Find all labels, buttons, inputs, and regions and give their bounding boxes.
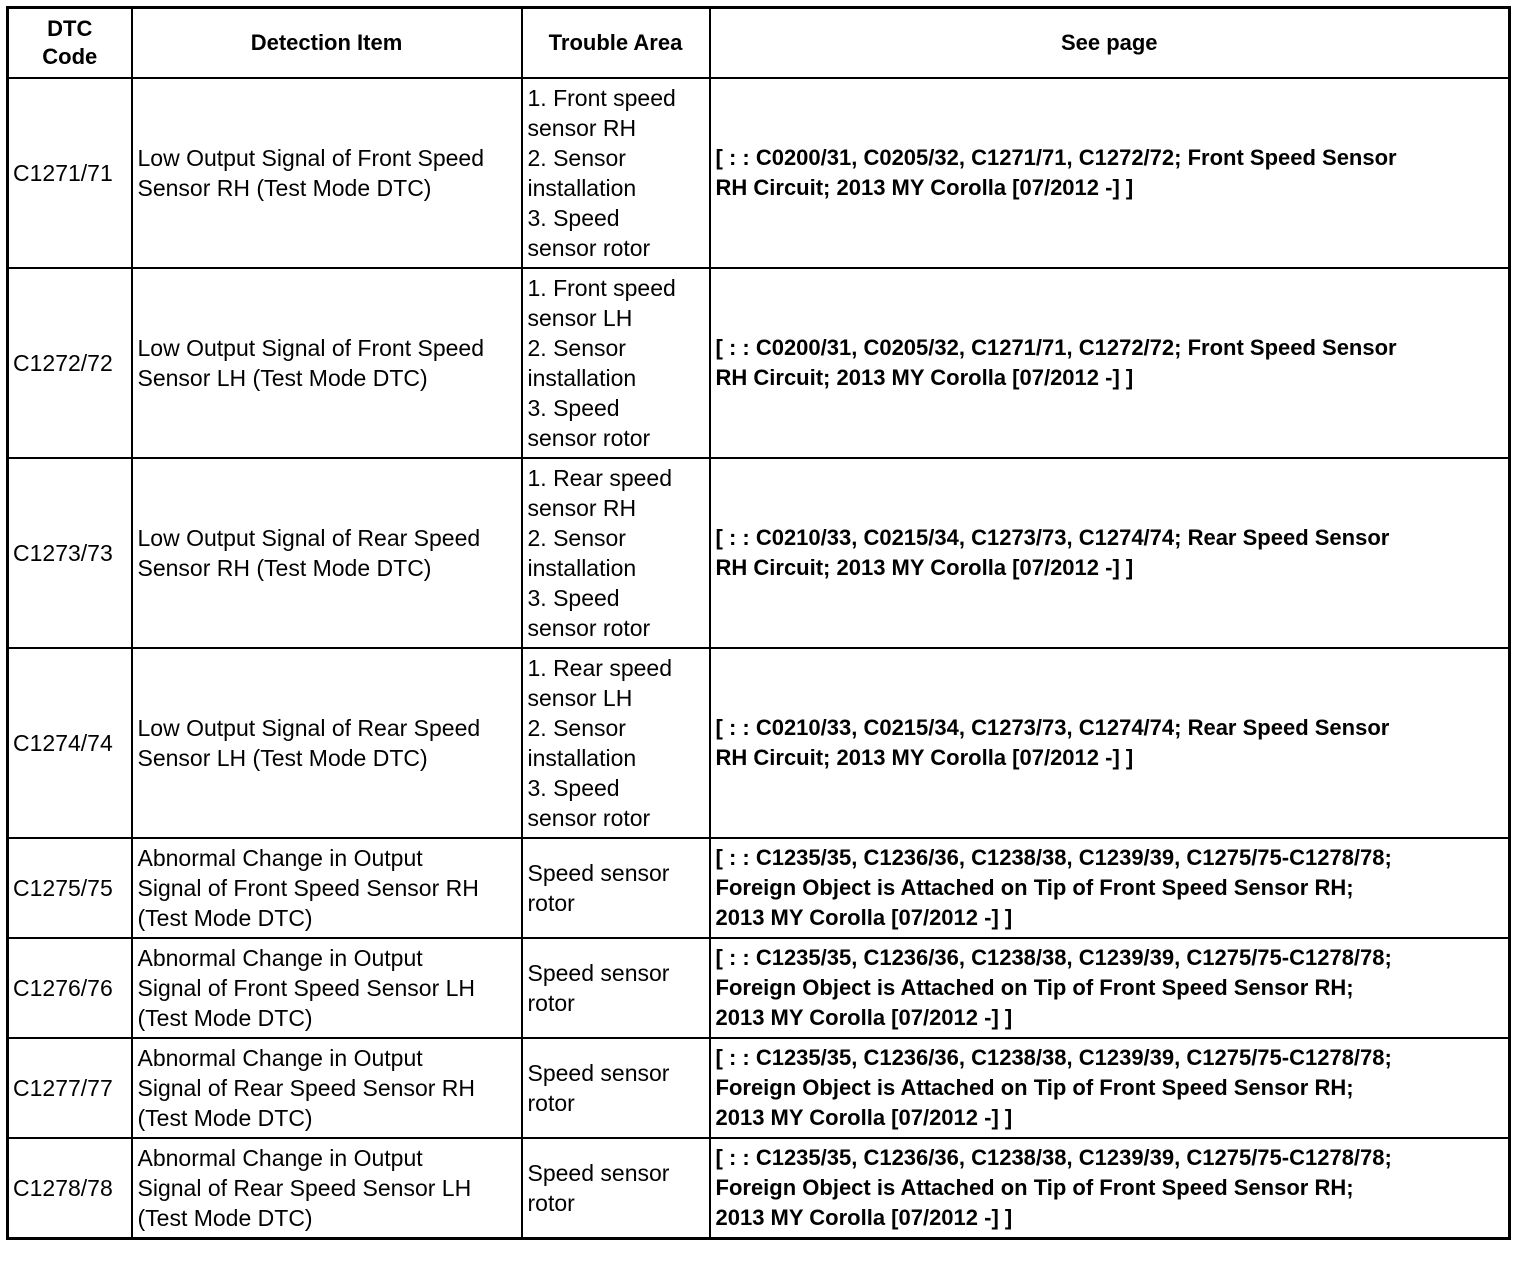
trouble-area-cell-line: installation (527, 555, 637, 581)
detection-item-cell (132, 838, 522, 938)
table-row (8, 1038, 1510, 1138)
table-body (8, 78, 1510, 1239)
see-page-cell-line: 2013 MY Corolla [07/2012 -] ] (715, 1205, 1013, 1230)
table-row (8, 838, 1510, 938)
see-page-cell-line: 2013 MY Corolla [07/2012 -] ] (715, 1105, 1013, 1130)
see-page-cell-line: Foreign Object is Attached on Tip of Front Speed Sensor RH; (715, 875, 1354, 900)
trouble-area-cell (522, 1038, 710, 1138)
trouble-area-cell-line: installation (527, 175, 637, 201)
detection-item-cell (132, 268, 522, 458)
detection-item-cell (132, 458, 522, 648)
header-detection-item: Detection Item (132, 8, 522, 79)
trouble-area-cell-line: 2. Sensor (527, 525, 626, 551)
detection-item-cell-line: Low Output Signal of Front Speed (137, 145, 484, 171)
detection-item-cell-line: Sensor LH (Test Mode DTC) (137, 745, 428, 771)
table-row (8, 268, 1510, 458)
trouble-area-cell-line: 2. Sensor (527, 715, 626, 741)
trouble-area-cell-line: rotor (527, 1190, 575, 1216)
header-row (8, 8, 1510, 79)
see-page-cell (710, 1138, 1510, 1239)
trouble-area-cell-line: Speed sensor (527, 960, 670, 986)
dtc-code-cell: C1273/73 (8, 458, 132, 648)
detection-item-cell-line: (Test Mode DTC) (137, 1105, 313, 1131)
detection-item-cell-line: Abnormal Change in Output (137, 845, 423, 871)
see-page-cell-line: [ : : C1235/35, C1236/36, C1238/38, C1239/39, C1275/75-C1278/78; (715, 1145, 1392, 1170)
detection-item-cell (132, 78, 522, 268)
see-page-cell (710, 838, 1510, 938)
trouble-area-cell-line: rotor (527, 890, 575, 916)
see-page-cell-line: Foreign Object is Attached on Tip of Front Speed Sensor RH; (715, 975, 1354, 1000)
trouble-area-cell (522, 838, 710, 938)
detection-item-cell-line: (Test Mode DTC) (137, 905, 313, 931)
detection-item-cell-line: Sensor LH (Test Mode DTC) (137, 365, 428, 391)
trouble-area-cell-line: sensor RH (527, 495, 637, 521)
see-page-cell-line: [ : : C0200/31, C0205/32, C1271/71, C1272/72; Front Speed Sensor (715, 145, 1397, 170)
see-page-cell-line: [ : : C1235/35, C1236/36, C1238/38, C1239/39, C1275/75-C1278/78; (715, 945, 1392, 970)
dtc-table (6, 6, 1511, 1240)
trouble-area-cell-line: 1. Front speed (527, 85, 676, 111)
dtc-code-cell: C1278/78 (8, 1138, 132, 1239)
trouble-area-cell (522, 78, 710, 268)
trouble-area-cell-line: Speed sensor (527, 860, 670, 886)
see-page-cell-line: RH Circuit; 2013 MY Corolla [07/2012 -] ] (715, 365, 1134, 390)
see-page-cell-line: RH Circuit; 2013 MY Corolla [07/2012 -] ] (715, 745, 1134, 770)
detection-item-cell-line: Signal of Rear Speed Sensor LH (137, 1175, 472, 1201)
header-dtc-code-line1: DTC (47, 16, 93, 41)
see-page-cell-line: [ : : C0200/31, C0205/32, C1271/71, C1272/72; Front Speed Sensor (715, 335, 1397, 360)
trouble-area-cell-line: 3. Speed (527, 395, 620, 421)
trouble-area-cell-line: 2. Sensor (527, 335, 626, 361)
see-page-cell-line: RH Circuit; 2013 MY Corolla [07/2012 -] ] (715, 175, 1134, 200)
see-page-cell (710, 78, 1510, 268)
header-trouble-area: Trouble Area (522, 8, 710, 79)
trouble-area-cell (522, 458, 710, 648)
trouble-area-cell-line: 1. Rear speed (527, 465, 672, 491)
trouble-area-cell-line: sensor rotor (527, 615, 651, 641)
detection-item-cell-line: Signal of Front Speed Sensor LH (137, 975, 476, 1001)
trouble-area-cell-line: 3. Speed (527, 585, 620, 611)
detection-item-cell-line: Signal of Front Speed Sensor RH (137, 875, 479, 901)
detection-item-cell-line: Sensor RH (Test Mode DTC) (137, 175, 432, 201)
trouble-area-cell-line: rotor (527, 1090, 575, 1116)
trouble-area-cell-line: installation (527, 365, 637, 391)
dtc-code-cell: C1274/74 (8, 648, 132, 838)
see-page-cell-line: 2013 MY Corolla [07/2012 -] ] (715, 905, 1013, 930)
dtc-code-cell: C1272/72 (8, 268, 132, 458)
table-row (8, 1138, 1510, 1239)
trouble-area-cell (522, 268, 710, 458)
header-see-page: See page (710, 8, 1510, 79)
trouble-area-cell-line: sensor LH (527, 305, 633, 331)
see-page-cell-line: [ : : C0210/33, C0215/34, C1273/73, C1274/74; Rear Speed Sensor (715, 715, 1390, 740)
table-row (8, 938, 1510, 1038)
trouble-area-cell-line: 1. Rear speed (527, 655, 672, 681)
see-page-cell (710, 648, 1510, 838)
dtc-code-cell: C1276/76 (8, 938, 132, 1038)
detection-item-cell-line: (Test Mode DTC) (137, 1205, 313, 1231)
see-page-cell (710, 938, 1510, 1038)
see-page-cell-line: [ : : C0210/33, C0215/34, C1273/73, C1274/74; Rear Speed Sensor (715, 525, 1390, 550)
trouble-area-cell (522, 1138, 710, 1239)
see-page-cell-line: [ : : C1235/35, C1236/36, C1238/38, C1239/39, C1275/75-C1278/78; (715, 1045, 1392, 1070)
detection-item-cell (132, 1038, 522, 1138)
trouble-area-cell-line: sensor RH (527, 115, 637, 141)
trouble-area-cell-line: sensor rotor (527, 425, 651, 451)
trouble-area-cell-line: rotor (527, 990, 575, 1016)
table-header (8, 8, 1510, 79)
dtc-code-cell: C1277/77 (8, 1038, 132, 1138)
see-page-cell (710, 268, 1510, 458)
table-row (8, 458, 1510, 648)
see-page-cell (710, 458, 1510, 648)
detection-item-cell-line: Abnormal Change in Output (137, 1145, 423, 1171)
table-row (8, 648, 1510, 838)
trouble-area-cell-line: installation (527, 745, 637, 771)
see-page-cell-line: Foreign Object is Attached on Tip of Front Speed Sensor RH; (715, 1175, 1354, 1200)
dtc-code-cell: C1275/75 (8, 838, 132, 938)
trouble-area-cell-line: sensor LH (527, 685, 633, 711)
detection-item-cell-line: Low Output Signal of Rear Speed (137, 525, 481, 551)
header-dtc-code-line2: Code (42, 44, 98, 69)
detection-item-cell (132, 648, 522, 838)
table-row (8, 78, 1510, 268)
trouble-area-cell-line: sensor rotor (527, 805, 651, 831)
header-dtc-code (8, 8, 132, 79)
see-page-cell (710, 1038, 1510, 1138)
trouble-area-cell (522, 938, 710, 1038)
detection-item-cell-line: Low Output Signal of Rear Speed (137, 715, 481, 741)
trouble-area-cell (522, 648, 710, 838)
see-page-cell-line: Foreign Object is Attached on Tip of Front Speed Sensor RH; (715, 1075, 1354, 1100)
trouble-area-cell-line: 3. Speed (527, 205, 620, 231)
dtc-code-cell: C1271/71 (8, 78, 132, 268)
see-page-cell-line: [ : : C1235/35, C1236/36, C1238/38, C1239/39, C1275/75-C1278/78; (715, 845, 1392, 870)
detection-item-cell (132, 938, 522, 1038)
detection-item-cell-line: Abnormal Change in Output (137, 1045, 423, 1071)
trouble-area-cell-line: 1. Front speed (527, 275, 676, 301)
trouble-area-cell-line: Speed sensor (527, 1160, 670, 1186)
trouble-area-cell-line: sensor rotor (527, 235, 651, 261)
detection-item-cell-line: Sensor RH (Test Mode DTC) (137, 555, 432, 581)
trouble-area-cell-line: 3. Speed (527, 775, 620, 801)
see-page-cell-line: 2013 MY Corolla [07/2012 -] ] (715, 1005, 1013, 1030)
detection-item-cell-line: Abnormal Change in Output (137, 945, 423, 971)
detection-item-cell-line: Signal of Rear Speed Sensor RH (137, 1075, 476, 1101)
trouble-area-cell-line: Speed sensor (527, 1060, 670, 1086)
see-page-cell-line: RH Circuit; 2013 MY Corolla [07/2012 -] ] (715, 555, 1134, 580)
detection-item-cell-line: (Test Mode DTC) (137, 1005, 313, 1031)
detection-item-cell (132, 1138, 522, 1239)
trouble-area-cell-line: 2. Sensor (527, 145, 626, 171)
detection-item-cell-line: Low Output Signal of Front Speed (137, 335, 484, 361)
